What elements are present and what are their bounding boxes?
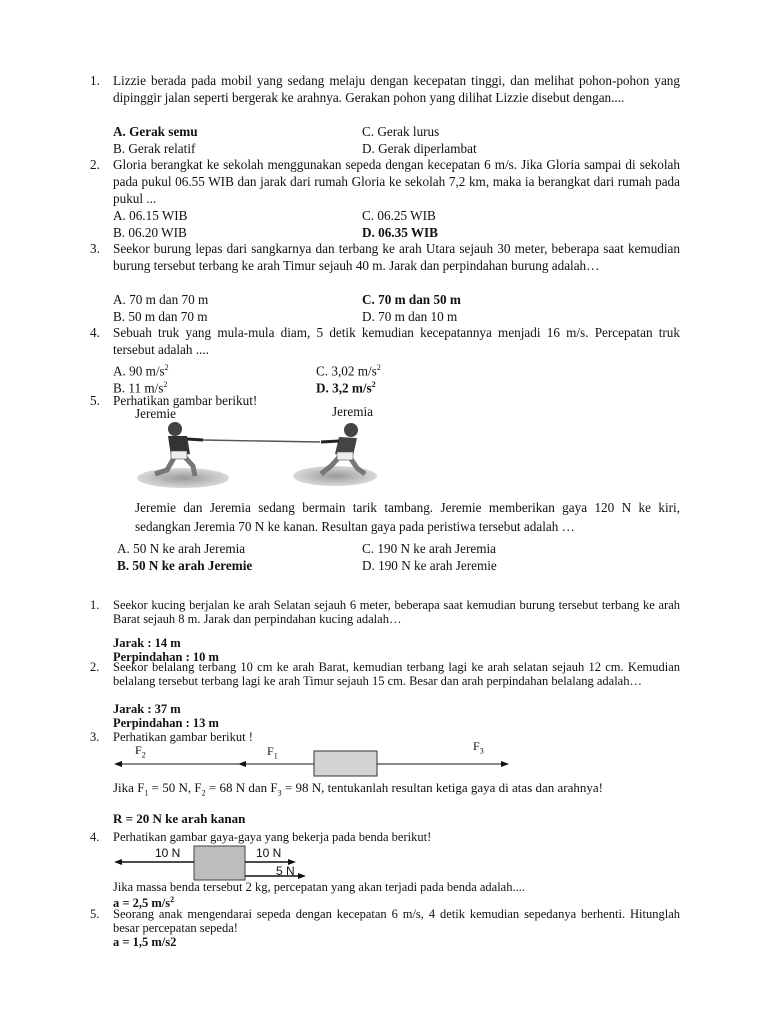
- question-text: Gloria berangkat ke sekolah menggunakan sepeda dengan kecepatan 6 m/s. Jika Gloria sampai di sekolah pada pukul 06.55 WIB dan jarak dari rumah Gloria ke sekolah 7,2 km, maka ia berangkat dari rumah pada pukul ...: [113, 157, 680, 206]
- label-jeremia: Jeremia: [332, 404, 374, 419]
- label-f1: $F_1$: [267, 744, 278, 761]
- question-text: Seekor kucing berjalan ke arah Selatan sejauh 6 meter, beberapa saat kemudian burung tersebut terbang ke arah Barat sejauh 8 m. Jarak dan perpindahan kucing adalah…: [113, 598, 680, 626]
- label-f2: $F_2$: [135, 743, 146, 760]
- essay-question-1: [90, 598, 680, 626]
- question-number: 4.: [90, 325, 100, 340]
- question-text: Lizzie berada pada mobil yang sedang melaju dengan kecepatan tinggi, dan melihat pohon-pohon yang dipinggir jalan seperti bergerak ke arahnya. Gerakan pohon yang dilihat Lizzie disebut dengan....: [113, 73, 680, 105]
- option-b: B. Gerak relatif: [113, 141, 196, 156]
- question-2: [90, 156, 680, 207]
- rope: [203, 440, 320, 442]
- label-left-force: 10 N: [155, 846, 181, 860]
- answer-displacement: Perpindahan : 10 m: [113, 650, 219, 664]
- option-d: D. 70 m dan 10 m: [362, 309, 458, 324]
- option-b: B. 11 $m/s^2$: [113, 380, 168, 396]
- label-f3: $F_3$: [473, 739, 484, 756]
- option-b: B. 50 m dan 70 m: [113, 309, 208, 324]
- shadow-left: [137, 468, 229, 488]
- tug-of-war-illustration: [135, 418, 380, 490]
- label-jeremie: Jeremie: [135, 406, 177, 421]
- question-text: Perhatikan gambar gaya-gaya yang bekerja pada benda berikut!: [113, 830, 432, 844]
- question-number: 2.: [90, 157, 100, 172]
- arrowhead-left: [114, 859, 122, 865]
- option-c: C. Gerak lurus: [362, 124, 440, 139]
- answer-acceleration: a = 2,5 $m/s^2$: [113, 895, 175, 911]
- essay-question-2: [90, 660, 680, 688]
- question-4-body: Jika massa benda tersebut 2 kg, percepatan yang akan terjadi pada benda adalah....: [113, 880, 525, 894]
- essay-question-3: [90, 730, 680, 744]
- answer-acceleration: a = 1,5 m/s2: [113, 935, 177, 949]
- block: [314, 751, 377, 776]
- question-5: [90, 392, 680, 409]
- option-c: C. 190 N ke arah Jeremia: [362, 541, 497, 556]
- answer-resultant: R = 20 N ke arah kanan: [113, 811, 246, 826]
- option-c: C. 3,02 $m/s^2$: [316, 363, 381, 379]
- question-number: 4.: [90, 830, 100, 844]
- question-3-body: Jika $F_1 = 50$ N, $F_2 = 68$ N dan $F_3 = 98$ N, tentukanlah resultan ketiga gaya di atas dan arahnya!: [113, 780, 603, 798]
- option-b: B. 06.20 WIB: [113, 225, 187, 240]
- option-b: B. 50 N ke arah Jeremie: [117, 558, 253, 573]
- arrowhead-f1: [238, 761, 246, 767]
- option-d: D. 190 N ke arah Jeremie: [362, 558, 497, 573]
- essay-question-4: [90, 830, 680, 844]
- option-d: D. Gerak diperlambat: [362, 141, 477, 156]
- question-text: Seekor burung lepas dari sangkarnya dan terbang ke arah Utara sejauh 30 meter, beberapa saat kemudian burung tersebut terbang ke arah Timur sejauh 40 m. Jarak dan perpindahan burung adalah…: [113, 241, 680, 273]
- label-right-force: 10 N: [256, 846, 282, 860]
- option-a: A. 06.15 WIB: [113, 208, 188, 223]
- arrowhead-f2: [114, 761, 122, 767]
- question-text: Seekor belalang terbang 10 cm ke arah Barat, kemudian terbang lagi ke arah selatan sejauh 12 cm. Kemudian belalang tersebut terbang lagi ke arah Timur sejauh 15 cm. Besar dan arah perpindahan belalang adalah…: [113, 660, 680, 688]
- option-a: A. 70 m dan 70 m: [113, 292, 209, 307]
- question-number: 5.: [90, 393, 100, 408]
- question-text: Perhatikan gambar berikut !: [113, 730, 253, 744]
- arrowhead-small: [294, 872, 308, 880]
- question-text: Seorang anak mengendarai sepeda dengan kecepatan 6 m/s, 4 detik kemudian sepedanya berhenti. Hitunglah besar percepatan sepeda!: [113, 907, 680, 935]
- force-diagram-three: [110, 748, 520, 778]
- essay-question-5: [90, 907, 680, 935]
- option-c: C. 06.25 WIB: [362, 208, 436, 223]
- question-body: Jeremie dan Jeremia sedang bermain tarik tambang. Jeremie memberikan gaya 120 N ke kiri, sedangkan Jeremia 70 N ke kanan. Resultan gaya pada peristiwa tersebut adalah …: [135, 500, 680, 534]
- answer-distance: Jarak : 37 m: [113, 702, 181, 716]
- answer-displacement: Perpindahan : 13 m: [113, 716, 219, 730]
- question-number: 3.: [90, 241, 100, 256]
- question-number: 3.: [90, 730, 100, 744]
- option-a: A. 90 $m/s^2$: [113, 363, 169, 379]
- block: [194, 846, 245, 880]
- option-c: C. 70 m dan 50 m: [362, 292, 461, 307]
- option-d: D. 3,2 $m/s^2$: [316, 380, 376, 396]
- answer-distance: Jarak : 14 m: [113, 636, 181, 650]
- question-4: [90, 324, 680, 358]
- question-number: 2.: [90, 660, 100, 674]
- force-diagram-four: [112, 844, 302, 882]
- question-number: 1.: [90, 598, 100, 612]
- question-1: [90, 72, 680, 106]
- option-a: A. 50 N ke arah Jeremia: [117, 541, 246, 556]
- shadow-right: [293, 466, 377, 486]
- arrowhead-f3: [501, 761, 509, 767]
- question-text: Sebuah truk yang mula-mula diam, 5 detik kemudian kecepatannya menjadi 16 m/s. Percepatan truk tersebut adalah ....: [113, 325, 680, 357]
- question-text: Perhatikan gambar berikut!: [113, 393, 258, 408]
- question-number: 1.: [90, 73, 100, 88]
- question-number: 5.: [90, 907, 100, 921]
- arrowhead-right: [288, 859, 296, 865]
- figure-jeremie: [155, 422, 203, 476]
- question-5-body: [90, 498, 680, 536]
- question-3: [90, 240, 680, 274]
- option-a: A. Gerak semu: [113, 124, 198, 139]
- label-small-force: 5 N: [276, 864, 295, 878]
- option-d: D. 06.35 WIB: [362, 225, 438, 240]
